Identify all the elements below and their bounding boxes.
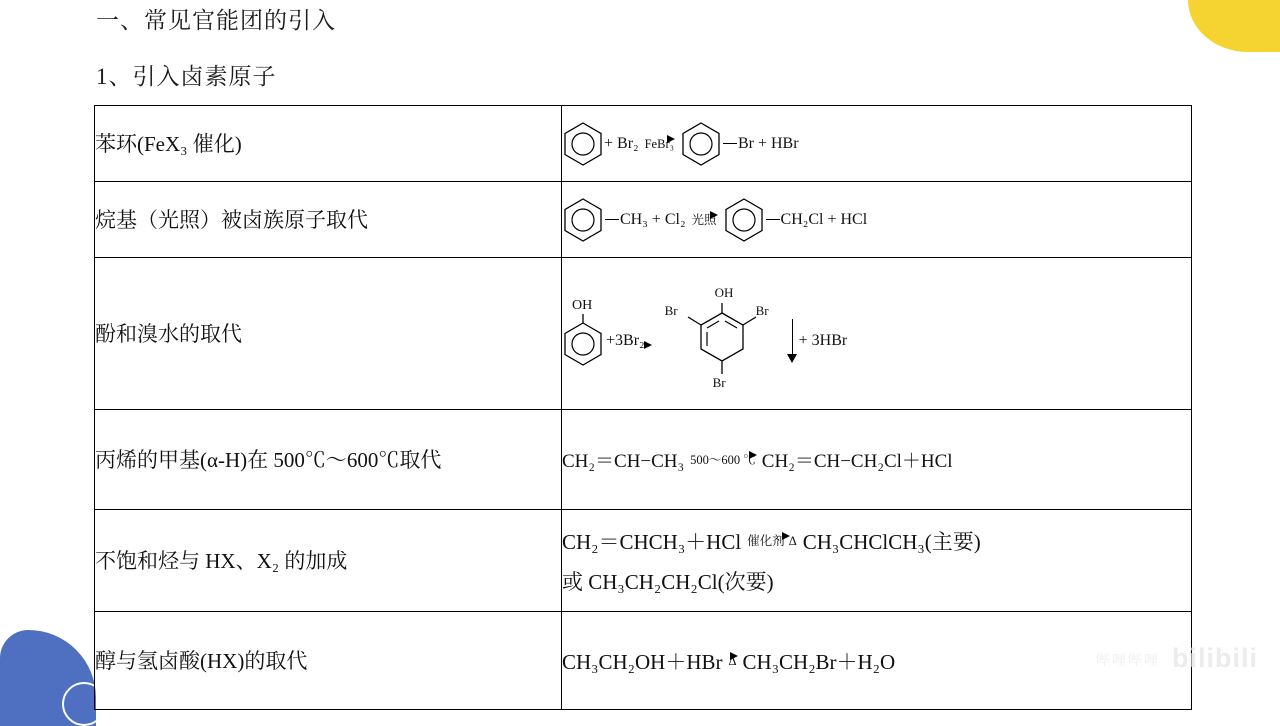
reactant-label: CH₃CH₂OH＋HBr (562, 649, 723, 674)
row-reaction (562, 106, 1192, 182)
reactant-label: CH₃ + Cl₂ (620, 210, 686, 228)
table-row (95, 106, 1192, 182)
row-label: 酚和溴水的取代 (95, 258, 562, 410)
table-row (95, 612, 1192, 710)
bond-line (723, 143, 737, 144)
product-label: Br + HBr (737, 134, 799, 152)
benzene-ring-icon (562, 314, 604, 362)
bromine-label: Br (664, 302, 678, 318)
product-label: CH₃CHClCH₃(主要) (802, 529, 981, 554)
reaction-arrow (747, 532, 797, 550)
reaction-arrow (645, 135, 674, 153)
reactant-label: CH₂＝CHCH₃＋HCl (562, 529, 742, 554)
arrow-condition-above: 500～600 ℃ (690, 452, 756, 467)
row-reaction (562, 258, 1192, 410)
watermark-sub: 哔哩哔哩 (1096, 654, 1160, 669)
table-row (95, 182, 1192, 258)
table-row (95, 410, 1192, 510)
table-row (95, 510, 1192, 612)
alternate-product-label: 或 CH₃CH₂CH₂Cl(次要) (562, 569, 774, 594)
product-label: CH₂Cl + HCl (780, 210, 868, 228)
reagent-label: + Br₂ (604, 134, 639, 152)
watermark-brand: bilibili (1172, 643, 1258, 673)
row-label: 醇与氢卤酸(HX)的取代 (95, 612, 562, 710)
corner-decoration-blue (0, 630, 96, 726)
product-label: CH₃CH₂Br＋H₂O (742, 649, 896, 674)
arrow-condition-below: Δ (788, 533, 797, 548)
reaction-arrow (728, 652, 736, 670)
row-label: 苯环(FeX₃ 催化) (95, 106, 562, 182)
reagent-label: +3Br₂ (606, 331, 645, 349)
reaction-arrow (692, 211, 717, 229)
row-label: 丙烯的甲基(α-H)在 500℃～600℃取代 (95, 410, 562, 510)
page-title: 一、常见官能团的引入 (96, 8, 336, 33)
precipitate-arrow-icon (787, 319, 799, 363)
benzene-ring-icon (680, 120, 722, 168)
hydroxyl-label: OH (572, 298, 593, 313)
product-label: CH₂＝CH−CH₂Cl＋HCl (761, 451, 953, 472)
benzene-ring-icon (723, 196, 765, 244)
arrow-condition-above: Δ (728, 653, 737, 668)
hydroxyl-label: OH (714, 284, 734, 300)
row-label: 烷基（光照）被卤族原子取代 (95, 182, 562, 258)
bromine-label: Br (755, 302, 769, 318)
corner-decoration-yellow (1188, 0, 1280, 52)
bond-line (766, 219, 780, 220)
row-reaction (562, 410, 1192, 510)
bromine-label: Br (712, 374, 726, 390)
row-label: 不饱和烃与 HX、X₂ 的加成 (95, 510, 562, 612)
phenol-structure (562, 298, 604, 367)
arrow-condition-above: 光照 (691, 212, 717, 227)
section-title: 1、引入卤素原子 (96, 64, 277, 89)
reaction-arrow (690, 451, 756, 469)
reactant-label: CH₂＝CH−CH₃ (562, 451, 685, 472)
row-reaction (562, 510, 1192, 612)
benzene-ring-icon (562, 120, 604, 168)
reactions-table (94, 105, 1192, 710)
bond-line (605, 219, 619, 220)
arrow-condition-above: FeBr₃ (644, 136, 674, 151)
tribromophenol-structure (657, 281, 787, 401)
row-reaction (562, 182, 1192, 258)
benzene-ring-icon (562, 196, 604, 244)
table-row (95, 258, 1192, 410)
byproduct-label: + 3HBr (798, 331, 848, 349)
arrow-condition-above: 催化剂 (747, 533, 785, 548)
